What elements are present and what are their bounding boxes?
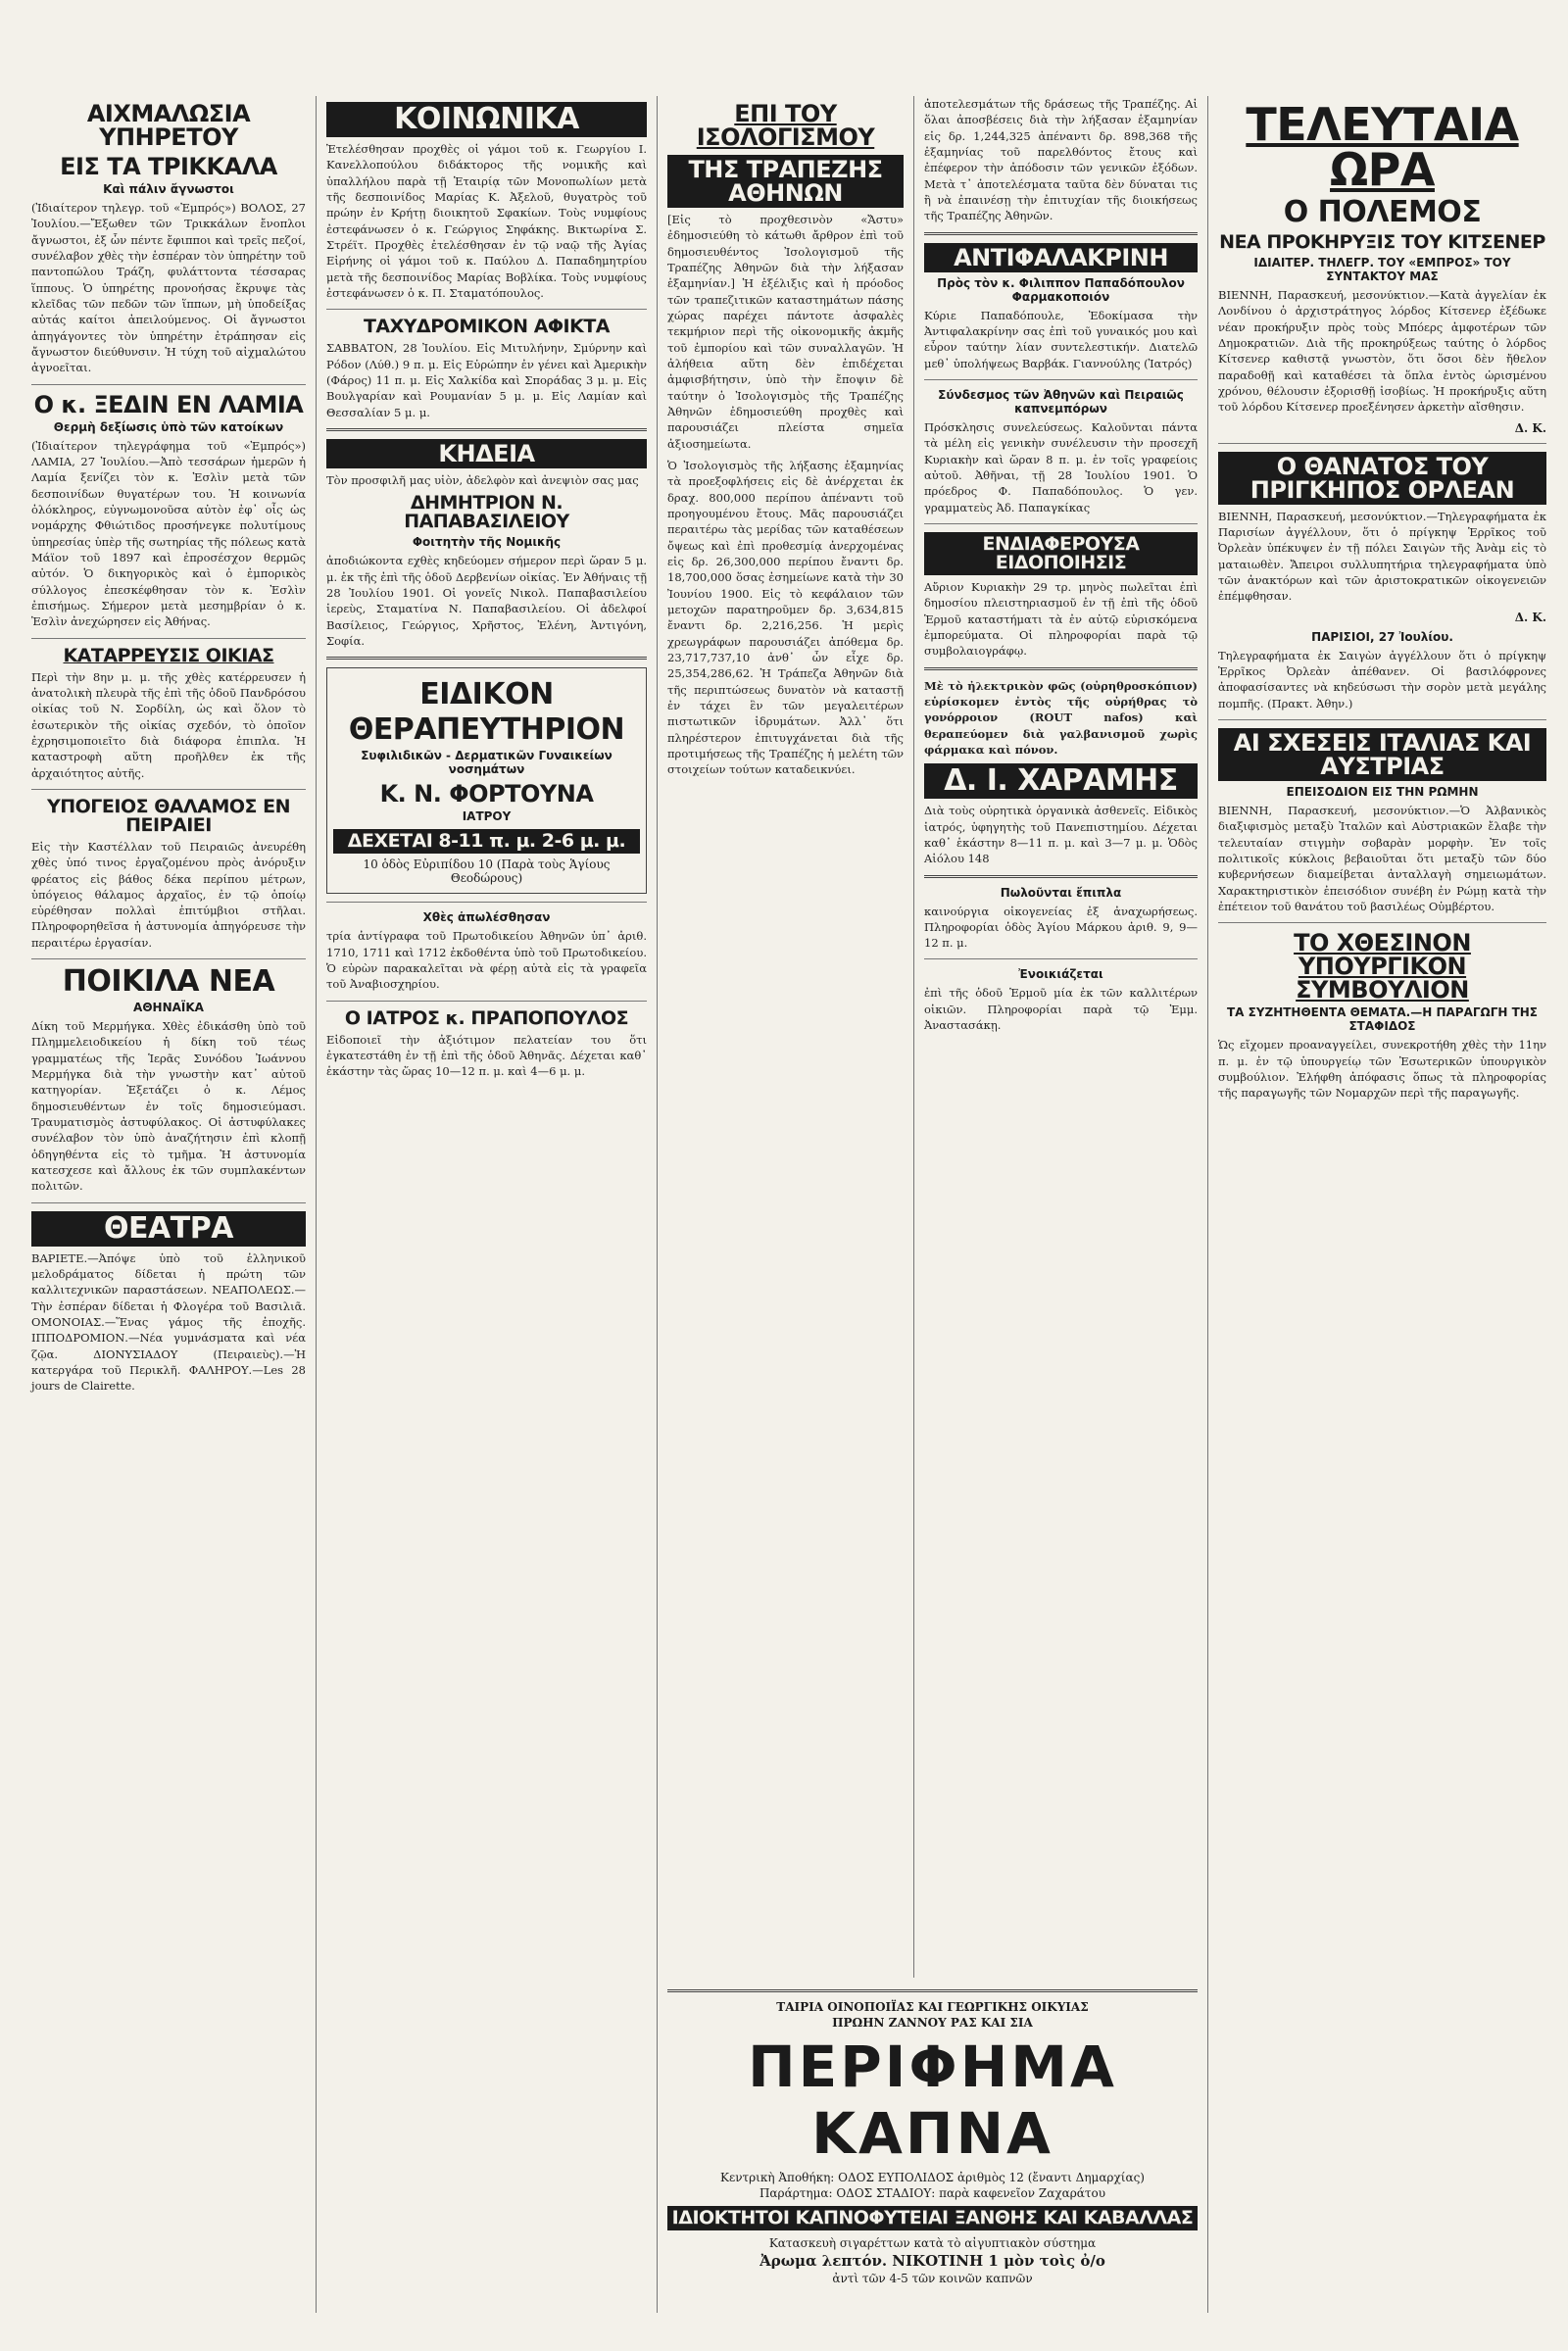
- divider: [1218, 719, 1546, 720]
- article-heading: Ο κ. ΞΕΔΙΝ ΕΝ ΛΑΜΙΑ: [33, 390, 304, 418]
- notice-heading: Ἐνοικιάζεται: [1018, 967, 1103, 982]
- notice-heading: Χθὲς ἀπωλέσθησαν: [422, 910, 551, 925]
- article-body: [Εἰς τὸ προχθεσινὸν «Ἄστυ» ἐδημοσιεύθη τὸ κάτωθι ἄρθρον ἐπὶ τοῦ δημοσιευθέντος Ἰσολογισμοῦ τῆς Τραπέζης Ἀθηνῶν διὰ τὴν λήξασαν ἑξαμηνίαν.] Ἡ ἐξέλιξις καὶ ἡ πρόοδος τῶν τραπεζιτικῶν καταστημάτων πάσης χώρας παρέχει πάντοτε ἀσφαλὲς τεκμήριον περὶ τῆς οἰκονομικῆς ἀκμῆς τοῦ ἐμπορίου καὶ τῶν συναλλαγῶν. Ἡ ἀλήθεια αὕτη δὲν ἐπιδέχεται ἀμφισβήτησιν, ὑπὸ τὴν ἔποψιν δὲ ταύτην ὁ Ἰσολογισμὸς τῆς Τραπέζης Ἀθηνῶν ἐδημοσιεύθη προχθὲς καὶ παρουσιάζει πλείστα σημεῖα ἀξιοσημείωτα.: [667, 213, 904, 451]
- dispatch-label: ΙΔΙΑΙΤΕΡ. ΤΗΛΕΓΡ. ΤΟΥ «ΕΜΠΡΟΣ» ΤΟΥ ΣΥΝΤΑΚΤΟΥ ΜΑΣ: [1253, 256, 1511, 283]
- ad-body: Μὲ τὸ ἠλεκτρικὸν φῶς (οὐρηθροσκόπιον) εὑρίσκομεν ἐντὸς τῆς οὐρήθρας τὸ γονόρροιον (ROUT nafos) καὶ θεραπεύομεν διὰ γαλβανισμοῦ χωρὶς φάρμακα καὶ πόνον.: [924, 678, 1198, 757]
- notice-body: Αὔριον Κυριακὴν 29 τρ. μηνὸς πωλεῖται ἐπὶ δημοσίου πλειστηριασμοῦ ἐν τῇ ἐπὶ τῆς ὁδοῦ Ἑρμοῦ καταστήματι τὰ ἐν αὐτῷ εὑρισκόμενα ἐμπορεύματα. Οἱ πληροφορίαι παρὰ τῷ συμβολαιογράφῳ.: [924, 579, 1198, 659]
- notice-heading: ΚΗΔΕΙΑ: [326, 439, 647, 468]
- article-heading: ΕΠΙ ΤΟΥ ΙΣΟΛΟΓΙΣΜΟΥ: [696, 100, 875, 151]
- article-kicker: Θερμὴ δεξίωσις ὑπὸ τῶν κατοίκων: [53, 419, 284, 434]
- divider: [326, 1001, 647, 1002]
- notice-body: ἀποδιώκοντα εχθὲς κηδεύομεν σήμερον περὶ ὥραν 5 μ. μ. ἐκ τῆς ἐπὶ τῆς ὁδοῦ Δερβενίων οἰκίας. Ἐν Ἀθήναις τῇ 28 Ἰουλίου 1901. Οἱ γονεῖς Νικολ. Παπαβασιλείου ἱερεὺς, Σταματίνα Ν. Παπαβασιλείου. Οἱ ἀδελφοί Βασίλειος, Γεώργιος, Χρῆστος, Ἑλένη, Ἀντιγόνη, Σοφία.: [326, 554, 647, 648]
- article-body: ΒΙΕΝΝΗ, Παρασκευή, μεσονύκτιον.—Τηλεγραφήματα ἐκ Παρισίων ἀγγέλλουν, ὅτι ὁ πρίγκηψ Ἑρρῖκος τοῦ Ὀρλεὰν ὑπέκυψεν ἐν τῇ πόλει Σαιγὼν τῆς Ἀνὰμ εἰς τὸ ματαιωθὲν. Ἄπειροι συλλυπητήρια τηλεγραφήματα ὑπὸ τῶν ἀνακτόρων καὶ τῶν ἀριστοκρατικῶν οἰκογενειῶν ἐπέμφθησαν.: [1218, 509, 1546, 604]
- signature: Δ. Κ.: [1514, 420, 1546, 435]
- divider: [924, 875, 1198, 878]
- dispatch-label: ΠΑΡΙΣΙΟΙ, 27 Ἰουλίου.: [1311, 629, 1453, 644]
- article-body: ΒΙΕΝΝΗ, Παρασκευή, μεσονύκτιον.—Κατὰ ἀγγελίαν ἐκ Λονδίνου ὁ ἀρχιστράτηγος λόρδος Κίτσενερ ἐξέδωκε νέαν προκήρυξιν πρὸς τοὺς Μπόερς ἀμφοτέρων τῶν Δημοκρατιῶν. Διὰ τῆς προκηρύξεως ταύτης ὁ λόρδος Κίτσενερ καθιστᾷ γνωστὸν, ὅτι ὅσοι δὲν ἤθελον παραδοθῇ καὶ καταθέσει τὰ ὅπλα ἐντὸς ὡρισμένου χρόνου, θέλουσιν ἐξορισθῇ ἰσοβίως. Ἡ προκήρυξις αὕτη τοῦ λόρδου Κίτσενερ προεξένησεν ἀρκετὴν αἴσθησιν.: [1218, 288, 1546, 415]
- ad-detail: ἀντὶ τῶν 4-5 τῶν κοινῶν καπνῶν: [832, 2272, 1033, 2285]
- divider: [31, 1202, 306, 1203]
- section-kicker: ΑΘΗΝΑΪΚΑ: [133, 1001, 204, 1015]
- ad-branch: Παράρτημα: ΟΔΟΣ ΣΤΑΔΙΟΥ: παρὰ καφενεῖον Ζαχαράτου: [759, 2186, 1106, 2200]
- divider: [1218, 922, 1546, 923]
- ad-detail: Κατασκευὴ σιγαρέττων κατὰ τὸ αἰγυπτιακὸν σύστημα: [768, 2236, 1097, 2250]
- section-heading: ΘΕΑΤΡΑ: [31, 1211, 306, 1247]
- article-subheading: ΤΑ ΣΥΖΗΤΗΘΕΝΤΑ ΘΕΜΑΤΑ.—Η ΠΑΡΑΓΩΓΗ ΤΗΣ ΣΤΑΦΙΔΟΣ: [1226, 1005, 1539, 1034]
- article-heading: ΚΑΤΑΡΡΕΥΣΙΣ ΟΙΚΙΑΣ: [63, 644, 274, 666]
- column-2: [316, 96, 657, 2313]
- article-body: Δίκη τοῦ Μερμήγκα. Χθὲς ἐδικάσθη ὑπὸ τοῦ Πλημμελειοδικείου ἡ δίκη τοῦ τέως γραμματέως τῆς Ἱερᾶς Συνόδου Ἰωάννου Μερμήγκα διὰ τὴν γνωστὴν κατ᾽ αὐτοῦ κατηγορίαν. Ἐξετάζει ὁ κ. Λέμος δημοσιευθέντων ἐν τοῖς δημοσιεύμασι. Τραυματισμὸς ἀστυφύλακος. Οἱ ἀστυφύλακες συνέλαβον τὸν ὑπὸ ἀναζήτησιν ἐπὶ κλοπῇ ὁδηγηθέντα εἰς τὸ τμῆμα. Ἡ ἀστυνομία κατεσχεσε καὶ ἄλλους ἐκ τῶν συμπλακέντων πολιτῶν.: [31, 1019, 306, 1194]
- article-kicker: Καὶ πάλιν ἄγνωστοι: [103, 182, 234, 196]
- article-body: Τηλεγραφήματα ἐκ Σαιγὼν ἀγγέλλουν ὅτι ὁ πρίγκηψ Ἑρρῖκος Ὀρλεὰν ἀπέθανεν. Οἱ βασιλόφρονες ἀποφασίσαντες νὰ κηδεύσωσι τὴν σορὸν μετὰ μεγάλης πομπῆς. (Πρακτ. Ἀθην.): [1218, 648, 1546, 710]
- divider: [326, 309, 647, 310]
- notice-heading: ΕΝΔΙΑΦΕΡΟΥΣΑ ΕΙΔΟΠΟΙΗΣΙΣ: [924, 532, 1198, 575]
- divider: [924, 667, 1198, 670]
- article-body: ἀποτελεσμάτων τῆς δράσεως τῆς Τραπέζης. Αἱ ὅλαι ἀποσβέσεις διὰ τὴν λήξασαν ἑξαμηνίαν εἰς δρ. 1,244,325 ἀπέναντι δρ. 898,368 τῆς ἑξαμηνίας τοῦ παρελθόντος ἔτους καὶ ἐπέφερον τὴν ἀπόδοσιν τῶν γενικῶν ἐξόδων. Μετὰ τ᾽ ἀποτελέσματα ταῦτα δὲν δύναται τις ἢ νὰ ἐπαινέσῃ τὴν ἐπιτυχίαν τῆς διοικήσεως τῆς Τραπέζης Ἀθηνῶν.: [924, 97, 1198, 223]
- divider: [31, 638, 306, 639]
- divider: [31, 384, 306, 385]
- ad-heading: Δ. Ι. ΧΑΡΑΜΗΣ: [924, 763, 1198, 799]
- article-heading: ΑΙ ΣΧΕΣΕΙΣ ΙΤΑΛΙΑΣ ΚΑΙ ΑΥΣΤΡΙΑΣ: [1218, 728, 1546, 781]
- ad-subtitle: Πρὸς τὸν κ. Φιλιππον Παπαδόπουλον Φαρμακοποιόν: [937, 275, 1185, 304]
- article-subheading: ΕΙΣ ΤΑ ΤΡΙΚΚΑΛΑ: [60, 153, 277, 180]
- ad-title: ΠΕΡΙΦΗΜΑ ΚΑΠΝΑ: [748, 2033, 1117, 2167]
- ad-company-former: ΠΡΩΗΝ ΖΑΝΝΟΥ ΡΑΣ ΚΑΙ ΣΙΑ: [832, 2016, 1033, 2030]
- last-hour-heading: ΤΕΛΕΥΤΑΙΑ ΩΡΑ: [1246, 98, 1519, 196]
- article-heading: ΑΙΧΜΑΛΩΣΙΑ ΥΠΗΡΕΤΟΥ: [86, 100, 251, 151]
- clinic-advertisement: [326, 667, 647, 894]
- notice-subtitle: Φοιτητὴν τῆς Νομικῆς: [412, 535, 562, 550]
- ad-heading: ΑΝΤΙΦΑΛΑΚΡΙΝΗ: [924, 243, 1198, 272]
- notice-body: Τὸν προσφιλῆ μας υἱὸν, ἀδελφὸν καὶ ἀνεψιὸν σας μας: [326, 472, 639, 487]
- notice-body: καινούργια οἰκογενείας ἐξ ἀναχωρήσεως. Πληροφορίαι ὁδὸς Ἁγίου Μάρκου ἀριθ. 9, 9—12 π. μ.: [924, 904, 1198, 951]
- section-heading: Ο ΠΟΛΕΜΟΣ: [1283, 195, 1482, 229]
- ad-subtitle: Συφιλιδικῶν - Δερματικῶν Γυναικείων νοσημάτων: [361, 749, 612, 777]
- article-body: ΒΙΕΝΝΗ, Παρασκευή, μεσονύκτιον.—Ὁ Ἀλβανικὸς διαξιφισμὸς μεταξὺ Ἰταλῶν καὶ Αὐστριακῶν ἔλαβε τὴν τελευταίαν στιγμὴν σοβαρὰν μορφὴν. Ἐν τοῖς πολιτικοῖς κύκλοις βεβαιοῦται ὅτι μεταξὺ τῶν δύο κυβερνήσεων διαμείβεται ἀνταλλαγὴ σημειωμάτων. Χαρακτηριστικὸν ἐπεισόδιον συνέβη ἐν Ρώμῃ κατὰ τὴν ἐπέτειον τοῦ θανάτου τοῦ βασιλέως Οὐμβέρτου.: [1218, 803, 1546, 913]
- notice-heading: Σύνδεσμος τῶν Ἀθηνῶν καὶ Πειραιῶς καπνεμπόρων: [938, 387, 1184, 416]
- ad-doctor-role: ΙΑΤΡΟΥ: [462, 809, 512, 824]
- notice-body: Πρόσκλησις συνελεύσεως. Καλοῦνται πάντα τὰ μέλη εἰς γενικὴν συνέλευσιν τὴν προσεχῆ Κυριακὴν καὶ ὥραν 8 π. μ. ἐν τοῖς γραφείοις αὐτοῦ. Ἀθῆναι, τῇ 28 Ἰουλίου 1901. Ὁ πρόεδρος Φ. Παπαδόπουλος. Ὁ γεν. γραμματεὺς Ἀδ. Παπαγκίκας: [924, 419, 1198, 514]
- divider: [1218, 443, 1546, 444]
- divider: [31, 789, 306, 790]
- ad-hours: ΔΕΧΕΤΑΙ 8-11 π. μ. 2-6 μ. μ.: [333, 829, 640, 854]
- article-body: ΣΑΒΒΑΤΟΝ, 28 Ἰουλίου. Εἰς Μιτυλήνην, Σμύρνην καὶ Ρόδον (Λύθ.) 9 π. μ. Εἰς Εὐρώπην ἐν γένει καὶ Ἀμερικὴν (Φάρος) 11 π. μ. Εἰς Χαλκίδα καὶ Σποράδας 3 μ. μ. Εἰς Βουλγαρίαν καὶ Ρουμανίαν 5 μ. μ. Εἰς Λαμίαν καὶ Θεσσαλίαν 5 μ. μ.: [326, 341, 647, 419]
- article-heading: ΝΕΑ ΠΡΟΚΗΡΥΞΙΣ ΤΟΥ ΚΙΤΣΕΝΕΡ: [1219, 231, 1545, 253]
- ad-company: ΤΑΙΡΙΑ ΟΙΝΟΠΟΙΪΑΣ ΚΑΙ ΓΕΩΡΓΙΚΗΣ ΟΙΚΥΙΑΣ: [776, 2000, 1089, 2014]
- notice-heading: Πωλοῦνται ἔπιπλα: [1000, 885, 1122, 900]
- notice-name: ΔΗΜΗΤΡΙΟΝ Ν. ΠΑΠΑΒΑΣΙΛΕΙΟΥ: [404, 492, 569, 533]
- ad-detail: Ἀρωμα λεπτόν. ΝΙΚΟΤΙΝΗ 1 μὸν τοὶς ὀ/ο: [760, 2252, 1105, 2270]
- article-heading: ΤΟ ΧΘΕΣΙΝΟΝ ΥΠΟΥΡΓΙΚΟΝ ΣΥΜΒΟΥΛΙΟΝ: [1294, 929, 1471, 1004]
- article-heading: ΥΠΟΓΕΙΟΣ ΘΑΛΑΜΟΣ ΕΝ ΠΕΙΡΑΙΕΙ: [46, 795, 290, 836]
- ad-body: Διὰ τοὺς οὐρητικὰ ὀργανικὰ ἀσθενεῖς. Εἰδικὸς ἰατρός, ὑφηγητὴς τοῦ Πανεπιστημίου. Δέχεται καθ᾽ ἑκάστην 8—11 π. μ. καὶ 3—7 μ. μ. Ὁδὸς Αἰόλου 148: [924, 804, 1198, 866]
- divider: [667, 1989, 1198, 1992]
- article-heading: ΤΗΣ ΤΡΑΠΕΖΗΣ ΑΘΗΝΩΝ: [667, 155, 904, 208]
- article-heading: Ο ΘΑΝΑΤΟΣ ΤΟΥ ΠΡΙΓΚΗΠΟΣ ΟΡΛΕΑΝ: [1218, 452, 1546, 505]
- notice-body: Εἰδοποιεῖ τὴν ἀξιότιμον πελατείαν του ὅτι ἐγκατεστάθη ἐν τῇ ἐπὶ τῆς ὁδοῦ Ἀθηνᾶς. Δέχεται καθ᾽ ἑκάστην τὰς ὥρας 10—12 π. μ. καὶ 4—6 μ. μ.: [326, 1032, 647, 1079]
- ad-doctor-name: Κ. Ν. ΦΟΡΤΟΥΝΑ: [379, 780, 594, 808]
- notice-body: τρία ἀντίγραφα τοῦ Πρωτοδικείου Ἀθηνῶν ὑπ᾽ ἀριθ. 1710, 1711 καὶ 1712 ἐκδοθέντα ὑπὸ τοῦ Πρωτοδικείου. Ὁ εὑρὼν παρακαλεῖται νὰ φέρῃ αὐτὰ εἰς τὰ γραφεῖα τοῦ Ἀναβιοσχηρίου.: [326, 929, 647, 992]
- divider: [326, 902, 647, 903]
- divider: [924, 379, 1198, 380]
- article-body: (Ἰδιαίτερον τηλεγρ. τοῦ «Ἐμπρός») ΒΟΛΟΣ, 27 Ἰουλίου.—Ἔξωθεν τῶν Τρικκάλων ἔνοπλοι ἄγνωστοι, ἐξ ὧν πέντε ἔφιπποι καὶ τρεῖς πεζοί, συνέλαβον χθὲς τὴν ἑσπέραν τὸν ὑπηρέτην τοῦ παντοπώλου Τράζη, φυλάττοντα τέσσαρας ἵππους. Ὁ ὑπηρέτης προνοήσας ἔκρυψε τὰς κλεῖδας τῶν πεδῶν τῶν ἵππων, μὴ ὑποδείξας αὐτάς καίτοι ἀπειλούμενος. Οἱ ἄγνωστοι ἀπηγάγοντες τὸν ὑπηρέτην ἐτράπησαν εἰς ἄγνωστον διεύθυνσιν. Ἡ τύχη τοῦ αἰχμαλώτου ἀγνοεῖται.: [31, 201, 306, 375]
- article-body: ΒΑΡΙΕΤΕ.—Ἀπόψε ὑπὸ τοῦ ἑλληνικοῦ μελοδράματος δίδεται ἡ πρώτη τῶν καλλιτεχνικῶν παραστάσεων. ΝΕΑΠΟΛΕΩΣ.—Τὴν ἐσπέραν δίδεται ἡ Φλογέρα τοῦ Βασιλιᾶ. ΟΜΟΝΟΙΑΣ.—Ἕνας γάμος τῆς ἐποχῆς. ΙΠΠΟΔΡΟΜΙΟΝ.—Νέα γυμνάσματα καὶ νέα ζῷα. ΔΙΟΝΥΣΙΑΔΟΥ (Πειραιεὺς).—Ἡ κατεργάρα τοῦ Περικλῆ. ΦΑΛΗΡΟΥ.—Les 28 jours de Clairette.: [31, 1250, 306, 1394]
- article-body: Ἐτελέσθησαν προχθὲς οἱ γάμοι τοῦ κ. Γεωργίου Ι. Κανελλοπούλου διδάκτορος τῆς νομικῆς καὶ ὑπαλλήλου παρὰ τῇ Ἑταιρίᾳ τῶν Μονοπωλίων μετὰ τῆς δεσποινίδος Μαρίας Κ. Ἀξελοῦ, θυγατρὸς τοῦ πρώην ἐν Κρήτῃ διοικητοῦ Σφακίων. Τοὺς νυμφίους ἐστεφάνωσεν ὁ κ. Γεώργιος Σηφάκης. Βικτωρίνα Σ. Στρέϊτ. Προχθὲς ἐτελέσθησαν ἐν τῷ ναῷ τῆς Ἀγίας Εἰρήνης οἱ γάμοι τοῦ κ. Παύλου Δ. Παπαδημητρίου μετὰ τῆς δεσποινίδος Μαρίας Βοβλίκα. Τοὺς νυμφίους ἐστεφάνωσεν ὁ κ. Π. Σταματόπουλος.: [326, 142, 647, 300]
- divider: [326, 428, 647, 431]
- article-body: Περὶ τὴν 8ην μ. μ. τῆς χθὲς κατέρρευσεν ἡ ἀνατολικὴ πλευρὰ τῆς ἐπὶ τῆς ὁδοῦ Πανδρόσου οἰκίας τοῦ Ν. Σορδίλη, ὡς καὶ ὅλον τὸ ἐσωτερικὸν τῆς οἰκίας σχεδόν, τὸ ὁποῖον ἐχρησιμοποιεῖτο διὰ διάφορα ἐπιπλα. Ἡ καταστροφὴ αὕτη προῆλθεν ἐκ τῆς ἀρχαιότητος αὐτῆς.: [31, 669, 306, 780]
- notice-body: ἐπὶ τῆς ὁδοῦ Ἑρμοῦ μία ἐκ τῶν καλλιτέρων οἰκιῶν. Πληροφορίαι παρὰ τῷ Ἐμμ. Ἀναστασάκῃ.: [924, 986, 1198, 1033]
- notice-heading: Ο ΙΑΤΡΟΣ κ. ΠΡΑΠΟΠΟΥΛΟΣ: [344, 1006, 629, 1029]
- ad-body: Κύριε Παπαδόπουλε, Ἐδοκίμασα τὴν Ἀντιφαλακρίνην σας ἐπὶ τοῦ γυναικός μου καὶ εὗρον ταύτην λίαν συντελεστικήν. Διατελῶ μεθ᾽ ὑπολήψεως Βαρβάκ. Γιαννούλης (Ἰατρός): [924, 308, 1198, 370]
- divider: [924, 523, 1198, 524]
- ad-heading: ΘΕΡΑΠΕΥΤΗΡΙΟΝ: [348, 712, 625, 748]
- article-body: Ὁ Ἰσολογισμὸς τῆς λήξασης ἑξαμηνίας τὰ προεξοφλήσεις εἰς δὲ ἀνέρχεται ἐκ δραχ. 800,000 περίπου ἀπέναντι τοῦ προηγουμένου ἔτους. Μᾶς παρουσιάζει περαιτέρω τὰς μερίδας τῶν καταθέσεων ὄψεως καὶ ἐπὶ προθεσμίᾳ ἀνερχομένας εἰς δρ. 26,300,000 περίπου ἔναντι δρ. 18,700,000 ὅσας ἐσημείωνε κατὰ τὴν 30 Ἰουνίου 1900. Εἰς τὸ κεφάλαιον τῶν μετοχῶν παρατηροῦμεν δρ. 3,634,815 ἔναντι δρ. 2,216,256. Ἡ μερὶς χρεωγράφων παρουσιάζει ἀπόθεμα δρ. 23,717,737,10 ἀνθ᾽ ὧν εἶχε δρ. 25,354,286,62. Ἡ Τράπεζα Ἀθηνῶν διὰ τῆς περιπτώσεως δυνατὸν νὰ καταστῇ ἐν τάχει ἓν τῶν μεγαλειτέρων πιστωτικῶν ἱδρυμάτων. Ἀλλ᾽ ὅτι πληρέστερον ἐπιτυγχάνεται διὰ τῆς προτιμήσεως τῆς Τραπέζης ἡ μελέτη τῶν στοιχείων τούτων καταδεικνύει.: [667, 458, 904, 777]
- article-body: (Ἰδιαίτερον τηλεγράφημα τοῦ «Ἐμπρός») ΛΑΜΙΑ, 27 Ἰουλίου.—Ἀπὸ τεσσάρων ἡμερῶν ἡ Λαμία ξενίζει τὸν κ. Ἐσλὶν μετὰ τῶν δεσποινίδων θυγατέρων του. Ἡ κοινωνία ὁλόκληρος, εὐγνωμονοῦσα αὐτὸν ἐφ᾽ οἷς ὡς νομάρχης Φθιώτιδος προσήνεγκε πολυτίμους ὑπηρεσίας ὑπὲρ τῆς σωτηρίας τῆς πόλεως κατὰ Μάϊον τοῦ 1897 καὶ ἐπροσέσχον θερμῶς αὐτόν. Ὁ δικηγορικὸς καὶ ὁ ἐμπορικὸς σύλλογος ἐπεσκέφθησαν τὸν κ. Ἐσλὶν ἐπισήμως. Σήμερον μετὰ μεσημβρίαν ὁ κ. Ἐσλὶν ἀνεχώρησεν εἰς Ἀθήνας.: [31, 438, 306, 629]
- signature: Δ. Κ.: [1514, 610, 1546, 624]
- article-subheading: ΕΠΕΙΣΟΔΙΟΝ ΕΙΣ ΤΗΝ ΡΩΜΗΝ: [1286, 784, 1479, 799]
- ad-highlight: ΙΔΙΟΚΤΗΤΟΙ ΚΑΠΝΟΦΥΤΕΙΑΙ ΞΑΝΘΗΣ ΚΑΙ ΚΑΒΑΛΛΑΣ: [667, 2206, 1198, 2230]
- article-body: Εἰς τὴν Καστέλλαν τοῦ Πειραιῶς ἀνευρέθη χθὲς ὑπό τινος ἐργαζομένου πρὸς ἀνόρυξιν φρέατος εἰς βάθος δέκα περίπου μέτρων, ὑπόγειος θάλαμος ἀρχαῖος, ἐν τῷ ὁποίῳ εὑρέθησαν πολλαὶ ἐπιτύμβιοι στῆλαι. Πληροφορηθεῖσα ἡ ἀστυνομία ἀπηγόρευσε τὴν περαιτέρω ἐργασίαν.: [31, 839, 306, 950]
- column-1: [22, 96, 316, 2313]
- article-heading: ΤΑΧΥΔΡΟΜΙΚΟΝ ΑΦΙΚΤΑ: [363, 316, 611, 338]
- section-heading: ΠΟΙΚΙΛΑ ΝΕΑ: [62, 964, 275, 1000]
- divider: [924, 232, 1198, 235]
- divider: [326, 657, 647, 660]
- divider: [924, 958, 1198, 959]
- divider: [31, 958, 306, 959]
- section-heading: ΚΟΙΝΩΝΙΚΑ: [326, 102, 647, 137]
- tobacco-advertisement: [657, 1978, 1207, 2313]
- ad-address: 10 ὁδὸς Εὐριπίδου 10 (Παρὰ τοὺς Ἁγίους Θεοδώρους): [363, 857, 611, 886]
- ad-heading: ΕΙΔΙΚΟΝ: [419, 677, 554, 712]
- article-body: Ὡς εἴχομεν προαναγγείλει, συνεκροτήθη χθὲς τὴν 11ην π. μ. ἐν τῷ ὑπουργείῳ τῶν Ἐσωτερικῶν ὑπουργικὸν συμβούλιον. Ἐλήφθη ἀπόφασις ὅπως τὰ πληροφορίας τῆς παραγωγῆς τῶν Νομαρχῶν περὶ τῆς παραγωγῆς.: [1218, 1038, 1546, 1101]
- column-5: [1207, 96, 1556, 2313]
- ad-address: Κεντρικὴ Ἀποθήκη: ΟΔΟΣ ΕΥΠΟΛΙΔΟΣ ἀριθμὸς 12 (ἔναντι Δημαρχίας): [720, 2171, 1145, 2184]
